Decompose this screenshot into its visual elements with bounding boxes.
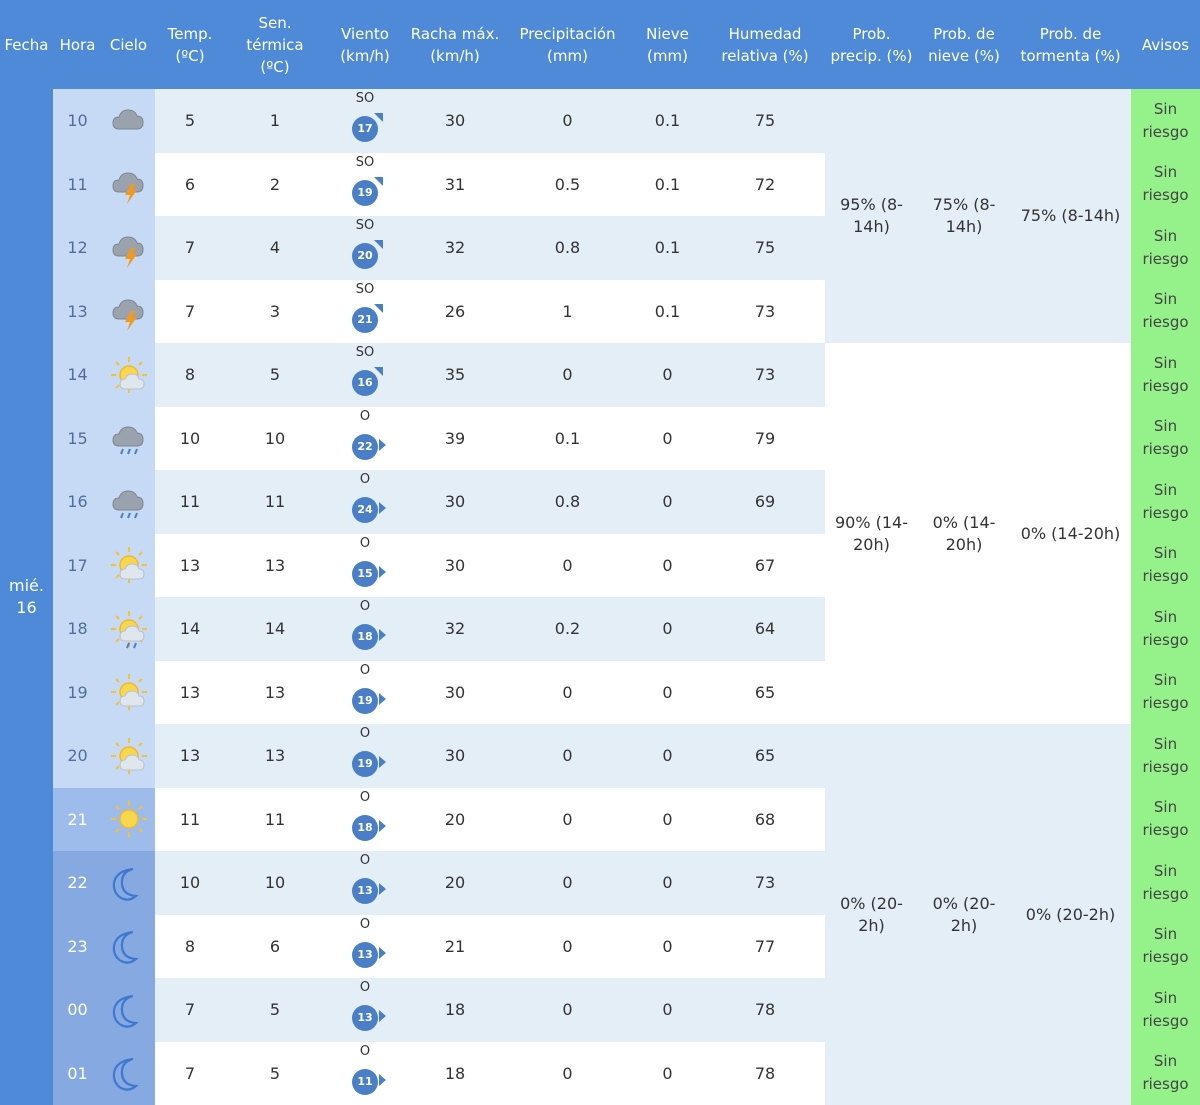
warning-cell: Sin riesgo xyxy=(1131,1042,1200,1105)
wind-cell xyxy=(325,343,405,407)
warning-cell: Sin riesgo xyxy=(1131,280,1200,344)
gust-cell: 31 xyxy=(405,153,505,217)
gust-cell: 18 xyxy=(405,978,505,1042)
hour-cell: 14 xyxy=(53,343,102,407)
gust-cell: 35 xyxy=(405,343,505,407)
temp-cell: 14 xyxy=(155,597,225,661)
header-temp: Temp. (ºC) xyxy=(155,0,225,89)
humidity-cell: 68 xyxy=(705,788,825,852)
precip-cell: 1 xyxy=(505,280,630,344)
wind-arrow-icon xyxy=(374,240,383,249)
precip-cell: 0.2 xyxy=(505,597,630,661)
hour-cell: 12 xyxy=(53,216,102,280)
hour-cell: 20 xyxy=(53,724,102,788)
precip-cell: 0.5 xyxy=(505,153,630,217)
hour-cell: 22 xyxy=(53,851,102,915)
gust-cell: 20 xyxy=(405,788,505,852)
warning-cell: Sin riesgo xyxy=(1131,216,1200,280)
header-humedad: Humedad relativa (%) xyxy=(705,0,825,89)
sky-cell xyxy=(102,534,155,598)
wind-direction: SO xyxy=(325,92,405,106)
sky-cell xyxy=(102,89,155,153)
snow-cell: 0 xyxy=(630,470,705,534)
header-cielo: Cielo xyxy=(102,0,155,89)
wind-arrow-icon xyxy=(379,820,386,832)
gust-cell: 30 xyxy=(405,724,505,788)
humidity-cell: 64 xyxy=(705,597,825,661)
wind-speed-badge: 16 xyxy=(352,370,378,396)
partly-cloudy-icon xyxy=(107,353,151,397)
temp-cell: 7 xyxy=(155,978,225,1042)
wind-cell xyxy=(325,280,405,344)
sun-rain-icon xyxy=(107,607,151,651)
gust-cell: 26 xyxy=(405,280,505,344)
humidity-cell: 72 xyxy=(705,153,825,217)
wind-direction: SO xyxy=(325,346,405,360)
forecast-body xyxy=(0,89,1200,1105)
wind-speed-badge: 17 xyxy=(352,116,378,142)
rain-cloud-icon xyxy=(107,480,151,524)
wind-direction: SO xyxy=(325,219,405,233)
warning-cell: Sin riesgo xyxy=(1131,978,1200,1042)
wind-arrow-icon xyxy=(379,1074,386,1086)
hour-cell: 23 xyxy=(53,915,102,979)
wind-cell xyxy=(325,978,405,1042)
feels-like-cell: 11 xyxy=(225,788,325,852)
header-precipitacion: Precipitación (mm) xyxy=(505,0,630,89)
feels-like-cell: 6 xyxy=(225,915,325,979)
hour-cell: 01 xyxy=(53,1042,102,1105)
temp-cell: 13 xyxy=(155,661,225,725)
temp-cell: 7 xyxy=(155,280,225,344)
wind-direction: O xyxy=(325,918,405,932)
wind-arrow-icon xyxy=(379,566,386,578)
temp-cell: 7 xyxy=(155,216,225,280)
gust-cell: 21 xyxy=(405,915,505,979)
partly-cloudy-icon xyxy=(107,543,151,587)
hour-cell: 16 xyxy=(53,470,102,534)
feels-like-cell: 5 xyxy=(225,343,325,407)
snow-cell: 0 xyxy=(630,407,705,471)
prob-snow-cell: 0% (14- 20h) xyxy=(918,343,1010,724)
feels-like-cell: 13 xyxy=(225,534,325,598)
header-row xyxy=(0,0,1200,89)
header-avisos: Avisos xyxy=(1131,0,1200,89)
sky-cell xyxy=(102,470,155,534)
feels-like-cell: 4 xyxy=(225,216,325,280)
wind-arrow-icon xyxy=(379,1010,386,1022)
humidity-cell: 73 xyxy=(705,280,825,344)
precip-cell: 0 xyxy=(505,343,630,407)
prob-snow-cell: 75% (8- 14h) xyxy=(918,89,1010,343)
humidity-cell: 78 xyxy=(705,978,825,1042)
warning-cell: Sin riesgo xyxy=(1131,915,1200,979)
temp-cell: 13 xyxy=(155,724,225,788)
temp-cell: 8 xyxy=(155,343,225,407)
gust-cell: 30 xyxy=(405,470,505,534)
wind-speed-badge: 15 xyxy=(352,561,378,587)
humidity-cell: 73 xyxy=(705,851,825,915)
wind-direction: O xyxy=(325,854,405,868)
precip-cell: 0 xyxy=(505,661,630,725)
wind-arrow-icon xyxy=(379,883,386,895)
partly-cloudy-icon xyxy=(107,734,151,778)
snow-cell: 0 xyxy=(630,851,705,915)
sky-cell xyxy=(102,280,155,344)
wind-direction: O xyxy=(325,410,405,424)
warning-cell: Sin riesgo xyxy=(1131,851,1200,915)
wind-speed-badge: 18 xyxy=(352,624,378,650)
wind-speed-badge: 11 xyxy=(352,1069,378,1095)
wind-cell xyxy=(325,851,405,915)
hour-cell: 11 xyxy=(53,153,102,217)
warning-cell: Sin riesgo xyxy=(1131,89,1200,153)
precip-cell: 0 xyxy=(505,724,630,788)
warning-cell: Sin riesgo xyxy=(1131,788,1200,852)
header-viento: Viento (km/h) xyxy=(325,0,405,89)
humidity-cell: 67 xyxy=(705,534,825,598)
wind-cell xyxy=(325,153,405,217)
precip-cell: 0 xyxy=(505,915,630,979)
wind-cell xyxy=(325,470,405,534)
wind-cell xyxy=(325,1042,405,1105)
sky-cell xyxy=(102,851,155,915)
sun-icon xyxy=(107,797,151,841)
feels-like-cell: 10 xyxy=(225,407,325,471)
moon-icon xyxy=(107,988,151,1032)
wind-speed-badge: 13 xyxy=(352,1005,378,1031)
wind-arrow-icon xyxy=(379,947,386,959)
wind-speed-badge: 19 xyxy=(352,688,378,714)
wind-direction: O xyxy=(325,664,405,678)
wind-direction: O xyxy=(325,600,405,614)
gust-cell: 39 xyxy=(405,407,505,471)
wind-direction: SO xyxy=(325,283,405,297)
hour-cell: 18 xyxy=(53,597,102,661)
gust-cell: 18 xyxy=(405,1042,505,1105)
snow-cell: 0 xyxy=(630,724,705,788)
partly-cloudy-icon xyxy=(107,670,151,714)
precip-cell: 0 xyxy=(505,534,630,598)
rain-cloud-icon xyxy=(107,416,151,460)
prob-precip-cell: 0% (20-2h) xyxy=(825,724,918,1105)
temp-cell: 5 xyxy=(155,89,225,153)
sky-cell xyxy=(102,1042,155,1105)
sky-cell xyxy=(102,407,155,471)
snow-cell: 0 xyxy=(630,534,705,598)
moon-icon xyxy=(107,1051,151,1095)
sky-cell xyxy=(102,343,155,407)
humidity-cell: 73 xyxy=(705,343,825,407)
warning-cell: Sin riesgo xyxy=(1131,153,1200,217)
temp-cell: 10 xyxy=(155,407,225,471)
wind-cell xyxy=(325,597,405,661)
humidity-cell: 65 xyxy=(705,724,825,788)
hour-cell: 17 xyxy=(53,534,102,598)
hour-cell: 15 xyxy=(53,407,102,471)
warning-cell: Sin riesgo xyxy=(1131,470,1200,534)
header-racha: Racha máx. (km/h) xyxy=(405,0,505,89)
precip-cell: 0.1 xyxy=(505,407,630,471)
humidity-cell: 79 xyxy=(705,407,825,471)
snow-cell: 0 xyxy=(630,661,705,725)
wind-cell xyxy=(325,724,405,788)
wind-cell xyxy=(325,216,405,280)
feels-like-cell: 1 xyxy=(225,89,325,153)
precip-cell: 0.8 xyxy=(505,470,630,534)
wind-arrow-icon xyxy=(379,629,386,641)
feels-like-cell: 13 xyxy=(225,724,325,788)
temp-cell: 13 xyxy=(155,534,225,598)
temp-cell: 7 xyxy=(155,1042,225,1105)
date-cell: mié. 16 xyxy=(0,89,53,1105)
wind-cell xyxy=(325,915,405,979)
wind-arrow-icon xyxy=(374,304,383,313)
precip-cell: 0 xyxy=(505,89,630,153)
wind-direction: SO xyxy=(325,156,405,170)
wind-cell xyxy=(325,534,405,598)
wind-arrow-icon xyxy=(379,693,386,705)
snow-cell: 0 xyxy=(630,1042,705,1105)
storm-icon xyxy=(107,289,151,333)
table-row xyxy=(0,343,1200,407)
wind-cell xyxy=(325,788,405,852)
snow-cell: 0.1 xyxy=(630,216,705,280)
wind-speed-badge: 19 xyxy=(352,751,378,777)
sky-cell xyxy=(102,724,155,788)
wind-speed-badge: 20 xyxy=(352,243,378,269)
sky-cell xyxy=(102,915,155,979)
sky-cell xyxy=(102,153,155,217)
wind-arrow-icon xyxy=(379,502,386,514)
gust-cell: 30 xyxy=(405,89,505,153)
wind-arrow-icon xyxy=(374,177,383,186)
gust-cell: 32 xyxy=(405,216,505,280)
prob-storm-cell: 0% (20-2h) xyxy=(1010,724,1131,1105)
humidity-cell: 69 xyxy=(705,470,825,534)
hour-cell: 10 xyxy=(53,89,102,153)
snow-cell: 0 xyxy=(630,915,705,979)
wind-direction: O xyxy=(325,473,405,487)
header-fecha: Fecha xyxy=(0,0,53,89)
header-prob-precip: Prob. precip. (%) xyxy=(825,0,918,89)
temp-cell: 10 xyxy=(155,851,225,915)
warning-cell: Sin riesgo xyxy=(1131,534,1200,598)
wind-arrow-icon xyxy=(379,756,386,768)
warning-cell: Sin riesgo xyxy=(1131,343,1200,407)
precip-cell: 0.8 xyxy=(505,216,630,280)
wind-direction: O xyxy=(325,981,405,995)
precip-cell: 0 xyxy=(505,1042,630,1105)
wind-direction: O xyxy=(325,1045,405,1059)
snow-cell: 0 xyxy=(630,343,705,407)
wind-speed-badge: 13 xyxy=(352,878,378,904)
sky-cell xyxy=(102,597,155,661)
sky-cell xyxy=(102,216,155,280)
prob-storm-cell: 75% (8-14h) xyxy=(1010,89,1131,343)
snow-cell: 0.1 xyxy=(630,280,705,344)
wind-speed-badge: 22 xyxy=(352,434,378,460)
snow-cell: 0.1 xyxy=(630,89,705,153)
wind-speed-badge: 13 xyxy=(352,942,378,968)
header-nieve: Nieve (mm) xyxy=(630,0,705,89)
header-sensacion: Sen. térmica (ºC) xyxy=(225,0,325,89)
gust-cell: 30 xyxy=(405,661,505,725)
wind-direction: O xyxy=(325,791,405,805)
feels-like-cell: 14 xyxy=(225,597,325,661)
sky-cell xyxy=(102,661,155,725)
hour-cell: 19 xyxy=(53,661,102,725)
wind-speed-badge: 19 xyxy=(352,180,378,206)
precip-cell: 0 xyxy=(505,851,630,915)
wind-cell xyxy=(325,661,405,725)
prob-storm-cell: 0% (14-20h) xyxy=(1010,343,1131,724)
precip-cell: 0 xyxy=(505,788,630,852)
storm-icon xyxy=(107,226,151,270)
temp-cell: 11 xyxy=(155,788,225,852)
storm-icon xyxy=(107,162,151,206)
temp-cell: 11 xyxy=(155,470,225,534)
header-prob-nieve: Prob. de nieve (%) xyxy=(918,0,1010,89)
wind-speed-badge: 21 xyxy=(352,307,378,333)
precip-cell: 0 xyxy=(505,978,630,1042)
gust-cell: 32 xyxy=(405,597,505,661)
warning-cell: Sin riesgo xyxy=(1131,407,1200,471)
hour-cell: 00 xyxy=(53,978,102,1042)
wind-cell xyxy=(325,407,405,471)
sky-cell xyxy=(102,978,155,1042)
header-hora: Hora xyxy=(53,0,102,89)
gust-cell: 30 xyxy=(405,534,505,598)
warning-cell: Sin riesgo xyxy=(1131,661,1200,725)
prob-precip-cell: 90% (14- 20h) xyxy=(825,343,918,724)
snow-cell: 0 xyxy=(630,978,705,1042)
feels-like-cell: 13 xyxy=(225,661,325,725)
feels-like-cell: 10 xyxy=(225,851,325,915)
wind-direction: O xyxy=(325,727,405,741)
warning-cell: Sin riesgo xyxy=(1131,597,1200,661)
humidity-cell: 75 xyxy=(705,89,825,153)
humidity-cell: 78 xyxy=(705,1042,825,1105)
table-row xyxy=(0,89,1200,153)
moon-icon xyxy=(107,861,151,905)
gust-cell: 20 xyxy=(405,851,505,915)
snow-cell: 0.1 xyxy=(630,153,705,217)
feels-like-cell: 2 xyxy=(225,153,325,217)
temp-cell: 6 xyxy=(155,153,225,217)
hour-cell: 21 xyxy=(53,788,102,852)
feels-like-cell: 3 xyxy=(225,280,325,344)
snow-cell: 0 xyxy=(630,788,705,852)
wind-arrow-icon xyxy=(379,439,386,451)
snow-cell: 0 xyxy=(630,597,705,661)
prob-snow-cell: 0% (20-2h) xyxy=(918,724,1010,1105)
prob-precip-cell: 95% (8- 14h) xyxy=(825,89,918,343)
feels-like-cell: 5 xyxy=(225,978,325,1042)
feels-like-cell: 5 xyxy=(225,1042,325,1105)
sky-cell xyxy=(102,788,155,852)
table-row xyxy=(0,724,1200,788)
wind-direction: O xyxy=(325,537,405,551)
humidity-cell: 75 xyxy=(705,216,825,280)
hour-cell: 13 xyxy=(53,280,102,344)
wind-speed-badge: 24 xyxy=(352,497,378,523)
humidity-cell: 77 xyxy=(705,915,825,979)
wind-arrow-icon xyxy=(374,113,383,122)
humidity-cell: 65 xyxy=(705,661,825,725)
wind-cell xyxy=(325,89,405,153)
header-prob-tormenta: Prob. de tormenta (%) xyxy=(1010,0,1131,89)
temp-cell: 8 xyxy=(155,915,225,979)
moon-icon xyxy=(107,924,151,968)
wind-arrow-icon xyxy=(374,367,383,376)
cloudy-icon xyxy=(107,99,151,143)
wind-speed-badge: 18 xyxy=(352,815,378,841)
warning-cell: Sin riesgo xyxy=(1131,724,1200,788)
feels-like-cell: 11 xyxy=(225,470,325,534)
